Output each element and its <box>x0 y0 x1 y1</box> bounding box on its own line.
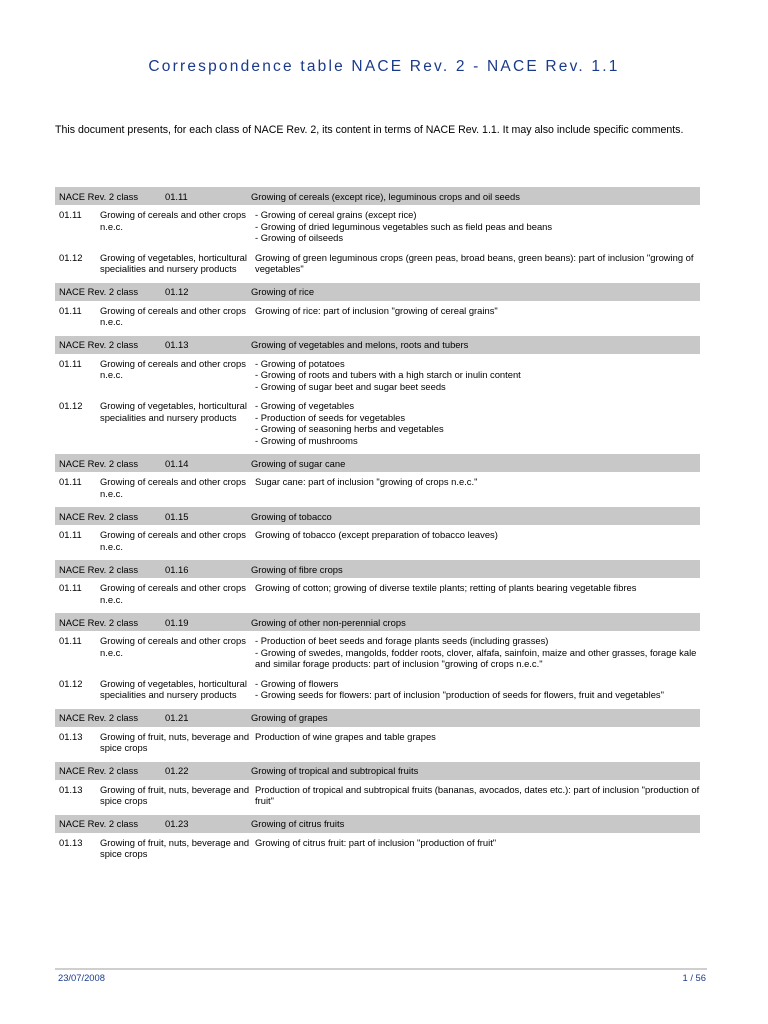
class-section <box>55 187 700 275</box>
rev11-name: Growing of fruit, nuts, beverage and spice crops <box>100 836 250 859</box>
class-header-title: Growing of grapes <box>251 712 328 723</box>
rev11-name: Growing of cereals and other crops n.e.c. <box>100 582 246 605</box>
correspondence-text: Growing of citrus fruit: part of inclusion "production of fruit" <box>255 836 497 848</box>
correspondence-text: Growing of tobacco (except preparation of tobacco leaves) <box>255 529 498 540</box>
class-header <box>55 336 700 354</box>
class-header-label: NACE Rev. 2 class <box>59 190 139 202</box>
class-section <box>55 507 700 552</box>
class-header-label: NACE Rev. 2 class <box>59 457 139 469</box>
rev11-code: 01.11 <box>59 209 82 220</box>
class-header-code: 01.16 <box>165 563 189 575</box>
table-row <box>55 837 700 860</box>
correspondence-text: - Growing of cereal grains (except rice) - Growing of dried leguminous vegetables such as field peas and beans - Growing of oilseeds <box>255 209 553 243</box>
class-header-code: 01.19 <box>165 616 189 628</box>
rev11-name: Growing of vegetables, horticultural specialities and nursery products <box>100 677 247 700</box>
table-row <box>55 252 700 275</box>
correspondence-text: - Growing of potatoes - Growing of roots and tubers with a high starch or inulin content - Growing of sugar beet and sugar beet seeds <box>255 357 521 392</box>
class-header-label: NACE Rev. 2 class <box>59 765 139 776</box>
class-header-code: 01.21 <box>165 712 189 723</box>
rev11-code: 01.11 <box>59 304 82 316</box>
class-header <box>55 507 700 525</box>
correspondence-text: Sugar cane: part of inclusion "growing of crops n.e.c." <box>255 476 478 487</box>
class-header-title: Growing of tobacco <box>251 510 332 522</box>
class-header-title: Growing of sugar cane <box>251 457 346 469</box>
table-row <box>55 529 700 552</box>
rev11-code: 01.11 <box>59 635 82 646</box>
class-section <box>55 709 700 754</box>
class-header-label: NACE Rev. 2 class <box>59 286 139 297</box>
class-header <box>55 187 700 205</box>
rev11-code: 01.12 <box>59 677 83 689</box>
class-header <box>55 454 700 472</box>
table-row <box>55 731 700 754</box>
table-row <box>55 305 700 328</box>
footer-divider <box>55 968 707 970</box>
correspondence-text: - Growing of flowers - Growing seeds for flowers: part of inclusion "production of seeds for flowers, fruit and vegetables" <box>255 677 664 700</box>
rev11-code: 01.13 <box>59 730 83 742</box>
table-row <box>55 678 700 701</box>
rev11-code: 01.11 <box>59 357 82 369</box>
rev11-name: Growing of cereals and other crops n.e.c. <box>100 635 246 658</box>
class-header-code: 01.12 <box>165 286 189 297</box>
rev11-code: 01.13 <box>59 836 83 848</box>
class-header-title: Growing of tropical and subtropical fruits <box>251 765 419 776</box>
class-section <box>55 454 700 499</box>
table-row <box>55 400 700 446</box>
rev11-code: 01.12 <box>59 400 83 411</box>
rev11-name: Growing of fruit, nuts, beverage and spice crops <box>100 783 250 806</box>
class-header-code: 01.15 <box>165 510 189 522</box>
class-section <box>55 560 700 605</box>
class-header <box>55 815 700 833</box>
class-header-title: Growing of fibre crops <box>251 563 343 575</box>
rev11-name: Growing of cereals and other crops n.e.c. <box>100 476 246 499</box>
table-row <box>55 358 700 393</box>
class-header-title: Growing of vegetables and melons, roots and tubers <box>251 339 469 350</box>
class-header-title: Growing of citrus fruits <box>251 818 345 829</box>
rev11-name: Growing of vegetables, horticultural specialities and nursery products <box>100 251 247 274</box>
rev11-name: Growing of cereals and other crops n.e.c. <box>100 529 246 552</box>
class-section <box>55 336 700 447</box>
class-header-code: 01.14 <box>165 457 189 469</box>
correspondence-text: Growing of cotton; growing of diverse textile plants; retting of plants bearing vegetable fibres <box>255 582 637 593</box>
document-title: Correspondence table NACE Rev. 2 - NACE Rev. 1.1 <box>148 58 620 75</box>
class-header-title: Growing of other non-perennial crops <box>251 616 406 628</box>
class-section <box>55 283 700 328</box>
correspondence-text: Production of wine grapes and table grapes <box>255 730 436 742</box>
footer-date: 23/07/2008 <box>58 972 105 983</box>
class-section <box>55 762 700 807</box>
class-header-label: NACE Rev. 2 class <box>59 616 139 628</box>
class-header-title: Growing of rice <box>251 286 315 297</box>
rev11-code: 01.11 <box>59 476 82 487</box>
rev11-code: 01.12 <box>59 251 83 263</box>
intro-paragraph: This document presents, for each class of NACE Rev. 2, its content in terms of NACE Rev. 1.1. It may also include specific comments. <box>55 124 684 136</box>
table-row <box>55 784 700 807</box>
class-header-label: NACE Rev. 2 class <box>59 339 139 350</box>
correspondence-table <box>55 187 700 868</box>
rev11-code: 01.13 <box>59 783 83 795</box>
class-header <box>55 283 700 301</box>
correspondence-text: Production of tropical and subtropical fruits (bananas, avocados, dates etc.): part of inclusion "production of fruit" <box>255 783 700 806</box>
class-header-code: 01.23 <box>165 818 189 829</box>
rev11-name: Growing of vegetables, horticultural specialities and nursery products <box>100 400 247 423</box>
class-header-title: Growing of cereals (except rice), leguminous crops and oil seeds <box>251 190 520 202</box>
class-section <box>55 613 700 701</box>
rev11-name: Growing of cereals and other crops n.e.c. <box>100 357 246 380</box>
rev11-name: Growing of fruit, nuts, beverage and spice crops <box>100 730 250 753</box>
class-header <box>55 762 700 780</box>
footer-page-number: 1 / 56 <box>682 972 706 983</box>
table-row <box>55 209 700 244</box>
table-row <box>55 476 700 499</box>
class-header <box>55 613 700 631</box>
rev11-name: Growing of cereals and other crops n.e.c. <box>100 304 246 327</box>
class-header-code: 01.11 <box>165 190 188 202</box>
table-row <box>55 635 700 670</box>
class-header-code: 01.13 <box>165 339 189 350</box>
correspondence-text: Growing of rice: part of inclusion "growing of cereal grains" <box>255 304 498 316</box>
class-header-code: 01.22 <box>165 765 189 776</box>
class-header <box>55 709 700 727</box>
class-header <box>55 560 700 578</box>
rev11-code: 01.11 <box>59 529 82 540</box>
rev11-code: 01.11 <box>59 582 82 593</box>
class-header-label: NACE Rev. 2 class <box>59 818 139 829</box>
rev11-name: Growing of cereals and other crops n.e.c. <box>100 209 246 232</box>
class-section <box>55 815 700 860</box>
class-header-label: NACE Rev. 2 class <box>59 712 139 723</box>
table-row <box>55 582 700 605</box>
correspondence-text: Growing of green leguminous crops (green peas, broad beans, green beans): part of inclusion "growing of vegetables" <box>255 251 694 274</box>
correspondence-text: - Production of beet seeds and forage plants seeds (including grasses) - Growing of swedes, mangolds, fodder roots, clover, alfafa, sainfoin, maize and other grasses, forage kale and similar forage products: part of inclusion "growing of crops n.e.c." <box>255 635 697 669</box>
class-header-label: NACE Rev. 2 class <box>59 510 139 522</box>
class-header-label: NACE Rev. 2 class <box>59 563 139 575</box>
correspondence-text: - Growing of vegetables - Production of seeds for vegetables - Growing of seasoning herbs and vegetables - Growing of mushrooms <box>255 400 444 446</box>
